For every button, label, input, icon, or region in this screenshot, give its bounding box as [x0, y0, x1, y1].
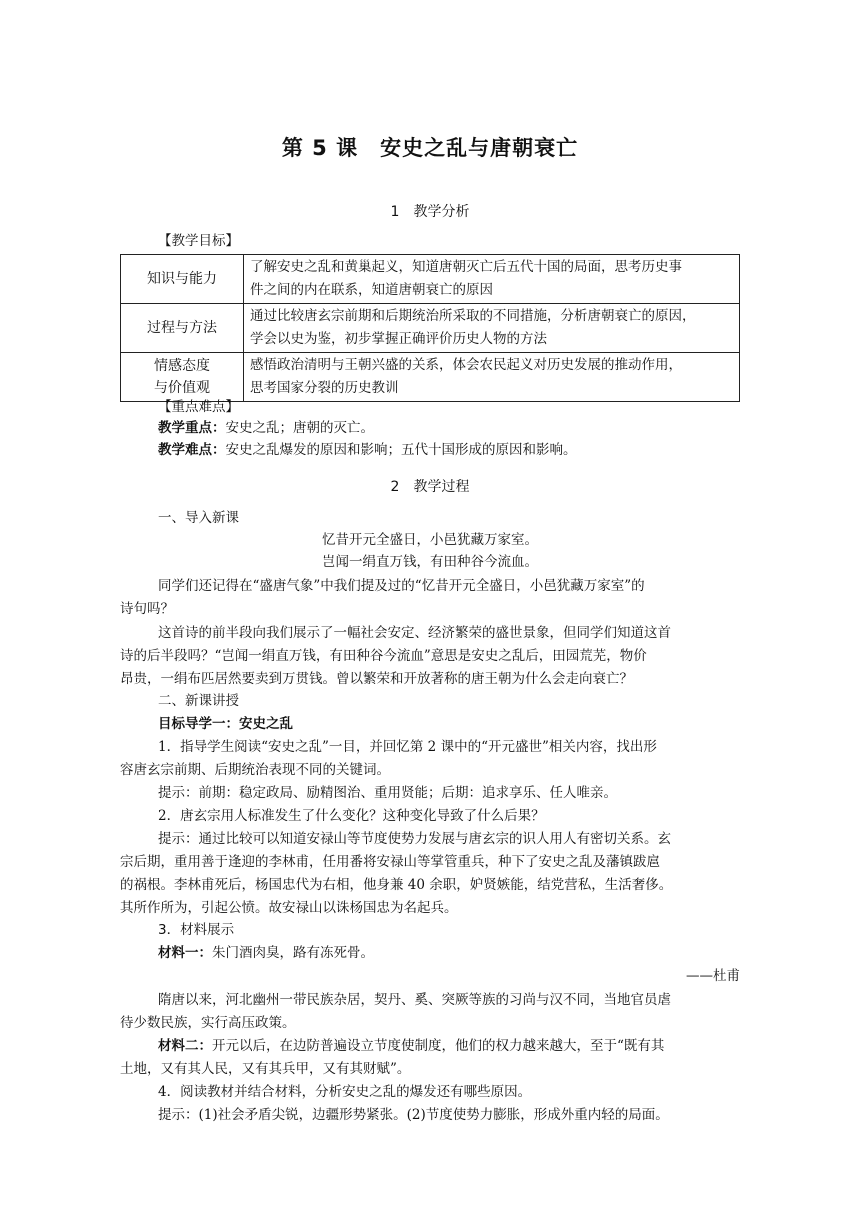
hint-line: 提示：通过比较可以知道安禄山等节度使势力发展与唐玄宗的识人用人有密切关系。玄: [158, 831, 671, 847]
goal-label: 知识与能力: [121, 255, 244, 304]
hint-line: 提示：(1)社会矛盾尖锐，边疆形势紧张。(2)节度使势力膨胀，形成外重内轻的局面。: [158, 1107, 669, 1123]
question-line: 1．指导学生阅读“安史之乱”一目，并回忆第 2 课中的“开元盛世”相关内容，找出形: [158, 739, 657, 755]
paragraph-line: 诗句吗？: [120, 601, 174, 617]
key-point-label: 教学重点：: [158, 420, 226, 436]
section-heading-analysis: 1 教学分析: [390, 204, 470, 220]
goal-description-line: 通过比较唐玄宗前期和后期统治所采取的不同措施，分析唐朝衰亡的原因，: [250, 308, 696, 324]
material-line: 土地，又有其人民，又有其兵甲，又有其财赋”。: [120, 1061, 411, 1077]
table-row: [121, 304, 740, 353]
material-text: 朱门酒肉臭，路有冻死骨。: [212, 945, 374, 961]
difficulty-label: 教学难点：: [158, 442, 226, 458]
teaching-goals-table: [120, 254, 740, 402]
material-label: 材料二：: [158, 1038, 212, 1054]
goal-description-line: 件之间的内在联系，知道唐朝衰亡的原因: [250, 282, 493, 298]
hint-line: 的祸根。李林甫死后，杨国忠代为右相，他身兼 40 余职，妒贤嫉能，结党营私，生活奢侈。: [120, 877, 673, 893]
section-heading-process: 2 教学过程: [390, 479, 470, 495]
material-line: 待少数民族，实行高压政策。: [120, 1015, 296, 1031]
lesson-title: 第 5 课 安史之乱与唐朝衰亡: [281, 136, 579, 160]
new-lesson-heading: 二、新课讲授: [158, 693, 239, 709]
hint-line: 宗后期，重用善于逢迎的李林甫，任用番将安禄山等掌管重兵，种下了安史之乱及藩镇跋扈: [120, 854, 660, 870]
question-line: 容唐玄宗前期、后期统治表现不同的关键词。: [120, 762, 390, 778]
difficulty-line: [120, 438, 778, 462]
poem-line: 忆昔开元全盛日，小邑犹藏万家室。: [322, 532, 538, 548]
goal-description-line: 学会以史为鉴，初步掌握正确评价历史人物的方法: [250, 331, 547, 347]
poem-line: 岂闻一绢直万钱，有田种谷今流血。: [322, 554, 538, 570]
hint-line: 其所作所为，引起公愤。故安禄山以诛杨国忠为名起兵。: [120, 900, 458, 916]
material-label: 材料一：: [158, 945, 212, 961]
paragraph-line: 昂贵，一绢布匹居然要卖到万贯钱。曾以繁荣和开放著称的唐王朝为什么会走向衰亡？: [120, 671, 633, 687]
material-line: 隋唐以来，河北幽州一带民族杂居，契丹、奚、突厥等族的习尚与汉不同，当地官员虐: [158, 992, 671, 1008]
question-line: 4．阅读教材并结合材料，分析安史之乱的爆发还有哪些原因。: [158, 1084, 532, 1100]
goal-label: 过程与方法: [121, 304, 244, 353]
paragraph-line: 这首诗的前半段向我们展示了一幅社会安定、经济繁荣的盛世景象，但同学们知道这首: [158, 625, 671, 641]
goal-label-line: 情感态度: [154, 358, 210, 374]
goals-heading: 【教学目标】: [158, 233, 239, 249]
key-point-line: [120, 416, 778, 440]
material-heading: 3．材料展示: [158, 922, 235, 938]
material-source: ——杜甫: [686, 968, 740, 984]
material-text: 开元以后，在边防普遍设立节度使制度，他们的权力越来越大，至于“既有其: [212, 1038, 665, 1054]
goal-description-line: 感悟政治清明与王朝兴盛的关系，体会农民起义对历史发展的推动作用，: [250, 357, 682, 373]
difficulty-text: 安史之乱爆发的原因和影响；五代十国形成的原因和影响。: [225, 442, 577, 458]
intro-heading: 一、导入新课: [158, 510, 239, 526]
hint-line: 提示：前期：稳定政局、励精图治、重用贤能；后期：追求享乐、任人唯亲。: [158, 785, 617, 801]
key-point-text: 安史之乱；唐朝的灭亡。: [225, 420, 374, 436]
table-row: [121, 255, 740, 304]
goal-description-line: 思考国家分裂的历史教训: [250, 380, 399, 396]
paragraph-line: 同学们还记得在“盛唐气象”中我们提及过的“忆昔开元全盛日，小邑犹藏万家室”的: [158, 578, 645, 594]
goal-description-line: 了解安史之乱和黄巢起义，知道唐朝灭亡后五代十国的局面，思考历史事: [250, 259, 682, 275]
paragraph-line: 诗的后半段吗？“岂闻一绢直万钱，有田种谷今流血”意思是安史之乱后，田园荒芜，物价: [120, 648, 647, 664]
goal-description: [244, 255, 740, 304]
material-line: [120, 1034, 778, 1058]
key-points-heading: 【重点难点】: [158, 399, 239, 415]
goal-label-line: 与价值观: [154, 380, 210, 396]
goal-heading: 目标导学一：安史之乱: [158, 716, 293, 732]
material-line: [120, 941, 778, 965]
question-line: 2．唐玄宗用人标准发生了什么变化？这种变化导致了什么后果？: [158, 808, 545, 824]
goal-description: [244, 304, 740, 353]
